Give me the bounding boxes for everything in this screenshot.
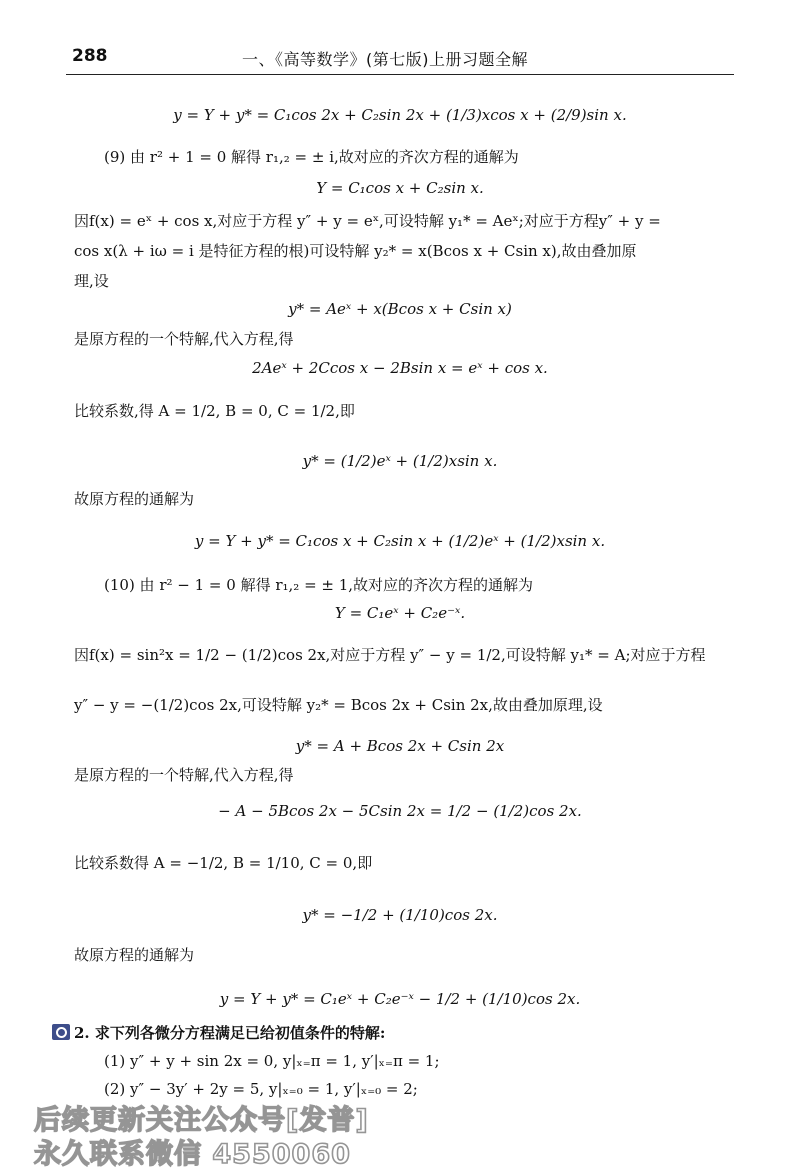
equation-particular-9: y* = (1/2)eˣ + (1/2)xsin x. xyxy=(302,452,498,470)
page-number: 288 xyxy=(72,46,108,66)
question-2-item-2: (2) y″ − 3y′ + 2y = 5, y|ₓ₌₀ = 1, y′|ₓ₌₀ = 2; xyxy=(104,1080,418,1098)
equation-general-solution-10: y = Y + y* = C₁eˣ + C₂e⁻ˣ − 1/2 + (1/10)cos 2x. xyxy=(219,990,581,1008)
paragraph-line: 因f(x) = sin²x = 1/2 − (1/2)cos 2x,对应于方程 y″ − y = 1/2,可设特解 y₁* = A;对应于方程 xyxy=(74,646,706,664)
paragraph-line: 理,设 xyxy=(74,272,109,290)
paragraph-line: y″ − y = −(1/2)cos 2x,可设特解 y₂* = Bcos 2x + Csin 2x,故由叠加原理,设 xyxy=(74,696,603,714)
equation-particular-form-10: y* = A + Bcos 2x + Csin 2x xyxy=(295,737,505,755)
paragraph-part-9-intro: (9) 由 r² + 1 = 0 解得 r₁,₂ = ± i,故对应的齐次方程的通解为 xyxy=(104,148,519,166)
page-header xyxy=(66,44,734,75)
paragraph-line: cos x(λ + iω = i 是特征方程的根)可设特解 y₂* = x(Bcos x + Csin x),故由叠加原 xyxy=(74,242,637,260)
equation-homogeneous-10: Y = C₁eˣ + C₂e⁻ˣ. xyxy=(334,604,466,622)
paragraph-line: 故原方程的通解为 xyxy=(74,946,195,964)
paragraph-line: 因f(x) = eˣ + cos x,对应于方程 y″ + y = eˣ,可设特解 y₁* = Aeˣ;对应于方程y″ + y = xyxy=(74,212,661,230)
equation-substitution-9: 2Aeˣ + 2Ccos x − 2Bsin x = eˣ + cos x. xyxy=(252,359,548,377)
running-title: 一、《高等数学》(第七版)上册习题全解 xyxy=(242,50,528,69)
equation-substitution-10: − A − 5Bcos 2x − 5Csin 2x = 1/2 − (1/2)cos 2x. xyxy=(218,802,582,820)
watermark-line-2: 永久联系微信 4550060 xyxy=(34,1139,351,1170)
equation-homogeneous-9: Y = C₁cos x + C₂sin x. xyxy=(316,179,484,197)
paragraph-line: 是原方程的一个特解,代入方程,得 xyxy=(74,330,294,348)
equation-general-solution-8: y = Y + y* = C₁cos 2x + C₂sin 2x + (1/3)xcos x + (2/9)sin x. xyxy=(173,106,627,124)
paragraph-line: 是原方程的一个特解,代入方程,得 xyxy=(74,766,294,784)
equation-particular-10: y* = −1/2 + (1/10)cos 2x. xyxy=(302,906,498,924)
question-search-icon xyxy=(52,1024,70,1040)
question-2-item-1: (1) y″ + y + sin 2x = 0, y|ₓ₌π = 1, y′|ₓ₌π = 1; xyxy=(104,1052,440,1070)
question-2-title: 2. 求下列各微分方程满足已给初值条件的特解: xyxy=(74,1024,386,1042)
paragraph-part-10-intro: (10) 由 r² − 1 = 0 解得 r₁,₂ = ± 1,故对应的齐次方程的通解为 xyxy=(104,576,534,594)
paragraph-line: 故原方程的通解为 xyxy=(74,490,195,508)
equation-general-solution-9: y = Y + y* = C₁cos x + C₂sin x + (1/2)eˣ + (1/2)xsin x. xyxy=(194,532,606,550)
paragraph-coefficients-10: 比较系数得 A = −1/2, B = 1/10, C = 0,即 xyxy=(74,854,373,872)
paragraph-coefficients-9: 比较系数,得 A = 1/2, B = 0, C = 1/2,即 xyxy=(74,402,355,420)
equation-particular-form-9: y* = Aeˣ + x(Bcos x + Csin x) xyxy=(288,300,512,318)
watermark-line-1: 后续更新关注公众号[发普] xyxy=(34,1105,369,1136)
